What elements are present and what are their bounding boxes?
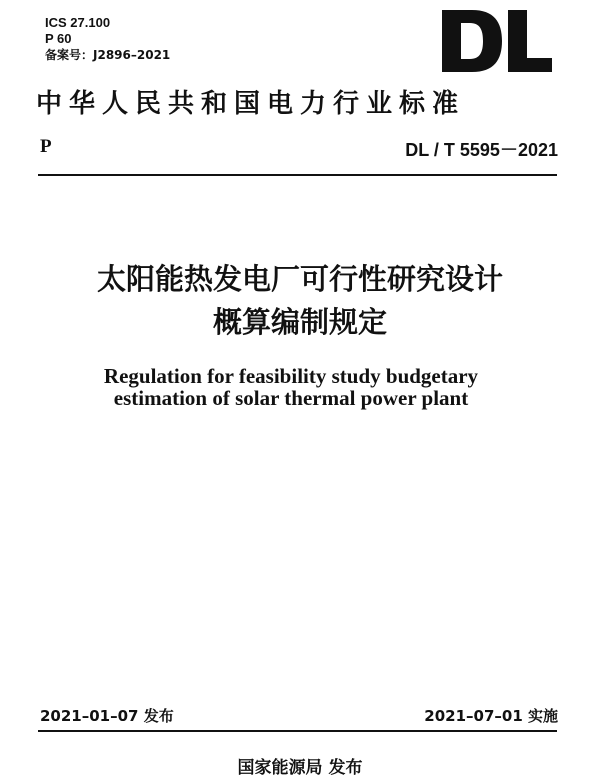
logo-letter-d [442,10,502,72]
standard-code: DL / T 5595－2021 [405,140,558,160]
publisher: 国家能源局 发布 [237,758,363,778]
title-en-line1: Regulation for feasibility study budgetary [103,364,479,388]
category-letter: P [40,136,52,157]
category-code: P 60 [45,31,72,46]
bottom-divider [38,730,557,732]
title-en-line2: estimation of solar thermal power plant [113,386,469,410]
dl-logo [442,8,554,74]
issue-date: 2021–01–07 发布 [40,707,174,725]
ics-number: ICS 27.100 [45,15,111,30]
top-divider [38,174,557,176]
logo-letter-l [508,10,552,72]
standard-name: 中华人民共和国电力行业标准 [36,89,466,119]
implementation-date: 2021–07–01 实施 [424,707,558,725]
record-number: 备案号：J2896–2021 [45,48,171,62]
title-cn-line1: 太阳能热发电厂可行性研究设计 [96,262,503,296]
title-cn-line2: 概算编制规定 [212,305,387,339]
